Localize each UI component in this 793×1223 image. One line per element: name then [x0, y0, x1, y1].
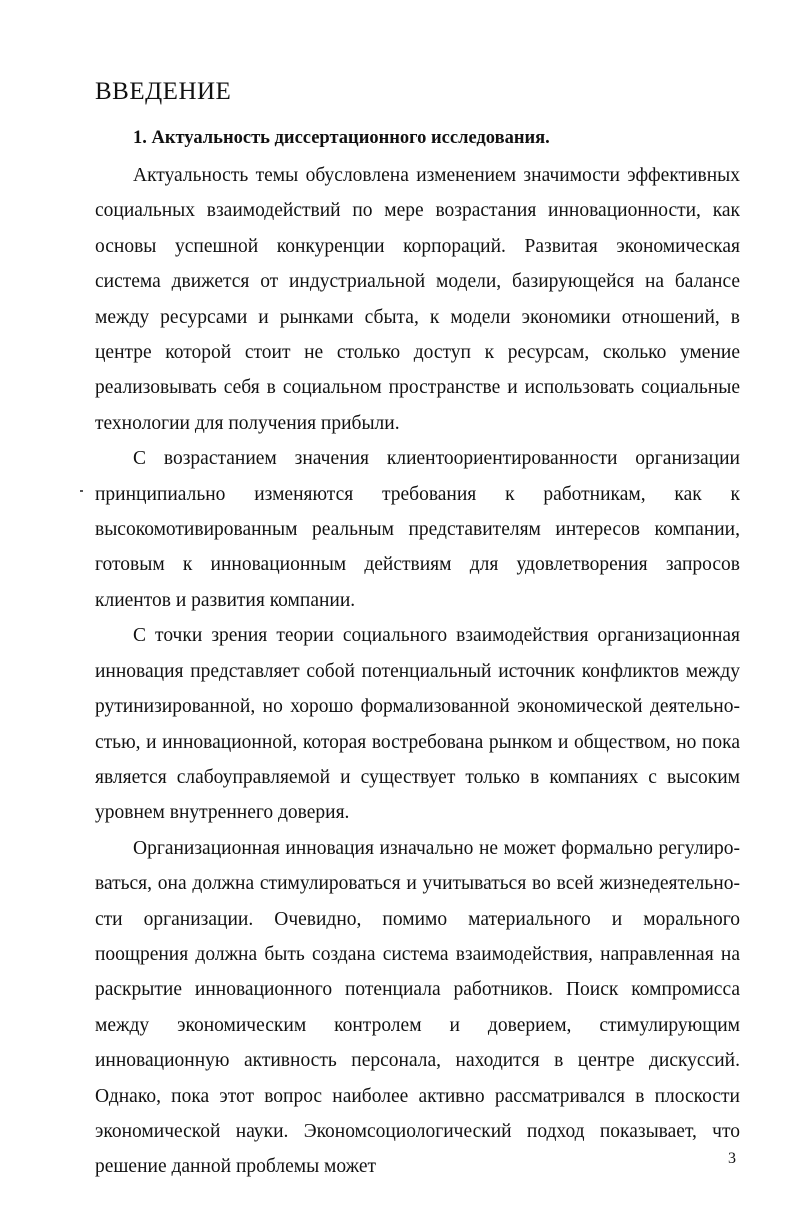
paragraph-2: С возрастанием значения клиентоориентированности организации принципиально изменяются требования к работникам, как к высокомотивированным реальным представителям интересов компании, готовым к инновационным действиям для удовлетворения запросов клиентов и развития компании. — [95, 448, 740, 611]
section-heading: 1. Актуальность диссертационного исследования. — [133, 128, 550, 148]
scan-artifact — [80, 490, 83, 492]
page-number: 3 — [728, 1150, 736, 1167]
paragraph-4: Организационная инновация изначально не может формально регулироваться, она должна стимулироваться и учитываться во всей жизнедеятельности организации. Очевидно, помимо материального и морального поощрения должна быть создана система взаимодействия, направленная на раскрытие инновационного потенциала работников. Поиск компромисса между экономическим контролем и доверием, стимулирующим инновационную активность персонала, находится в центре дискуссий. Однако, пока этот вопрос наиболее активно рассматривался в плоскости экономической науки. Экономсоциологический подход показывает, что решение данной проблемы может — [95, 837, 740, 1178]
paragraph-3: С точки зрения теории социального взаимодействия организационная инновация представляет собой потенциальный источник конфликтов между рутинизированной, но хорошо формализованной экономической деятельностью, и инновационной, которая востребована рынком и обществом, но пока является слабоуправляемой и существует только в компаниях с высоким уровнем внутреннего доверия. — [95, 625, 740, 824]
body-text — [95, 158, 740, 1185]
page-title: ВВЕДЕНИЕ — [95, 78, 232, 105]
paragraph-1: Актуальность темы обусловлена изменением значимости эффективных социальных взаимодействий по мере возрастания инновационности, как основы успешной конкуренции корпораций. Развитая экономическая система движется от индустриальной модели, базирующейся на балансе между ресурсами и рынками сбыта, к модели экономики отношений, в центре которой стоит не столько доступ к ресурсам, сколько умение реализовывать себя в социальном пространстве и использовать социальные технологии для получения прибыли. — [95, 165, 740, 434]
